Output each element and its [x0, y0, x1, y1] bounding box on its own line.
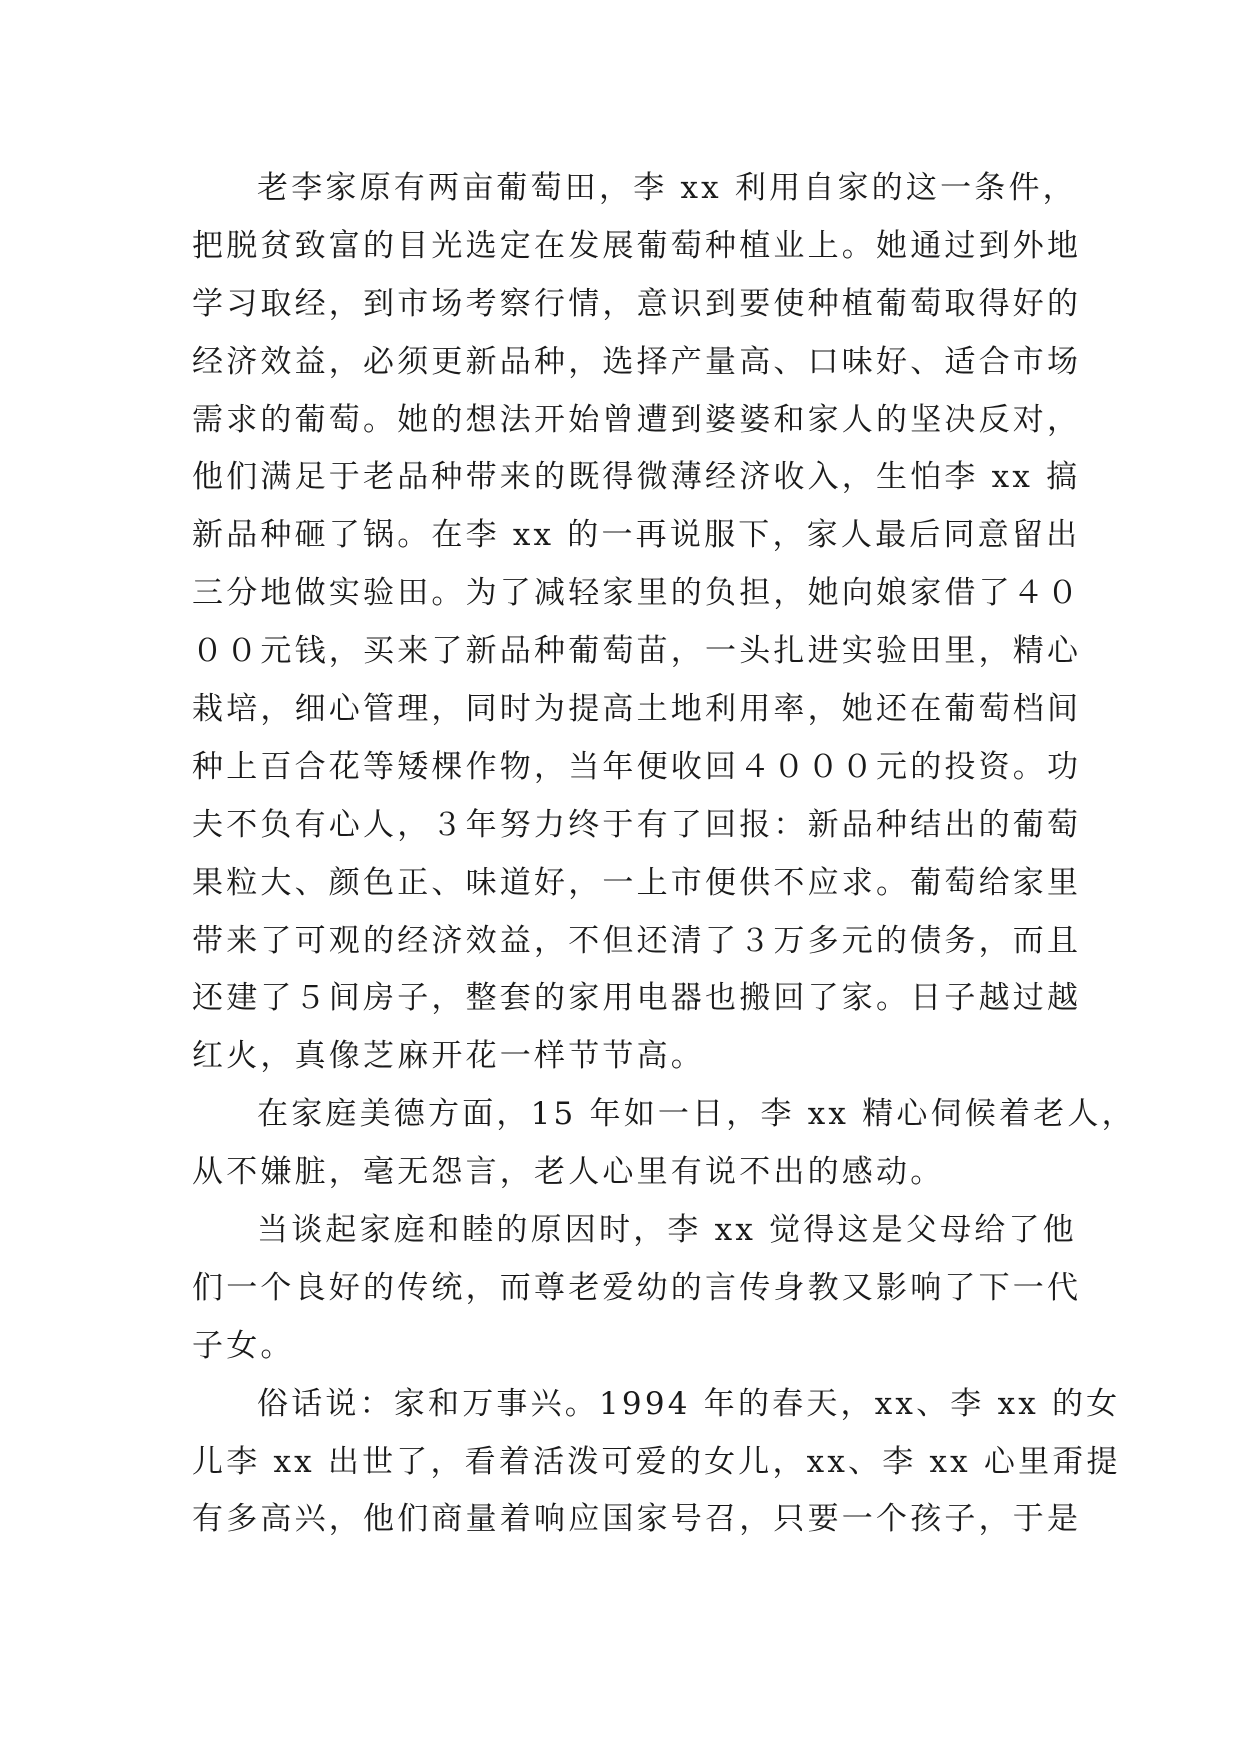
text-line: 在家庭美德方面，15 年如一日，李 xx 精心伺候着老人， — [257, 1096, 1136, 1133]
text-line: 种上百合花等矮棵作物，当年便收回４０００元的投资。功 — [192, 748, 1082, 785]
text-line: 子女。 — [192, 1327, 295, 1364]
body-text — [192, 160, 1136, 1549]
text-line: 果粒大、颜色正、味道好，一上市便供不应求。葡萄给家里 — [192, 864, 1082, 901]
text-line: 他们满足于老品种带来的既得微薄经济收入，生怕李 xx 搞 — [192, 459, 1081, 496]
text-line: 还建了５间房子，整套的家用电器也搬回了家。日子越过越 — [192, 980, 1082, 1017]
text-line: 新品种砸了锅。在李 xx 的一再说服下，家人最后同意留出 — [192, 517, 1081, 554]
text-line: 夫不负有心人，３年努力终于有了回报：新品种结出的葡萄 — [192, 806, 1082, 843]
text-line: 需求的葡萄。她的想法开始曾遭到婆婆和家人的坚决反对， — [192, 401, 1082, 438]
text-line: 把脱贫致富的目光选定在发展葡萄种植业上。她通过到外地 — [192, 227, 1082, 264]
text-line: 经济效益，必须更新品种，选择产量高、口味好、适合市场 — [192, 343, 1082, 380]
text-line: 栽培，细心管理，同时为提高土地利用率，她还在葡萄档间 — [192, 691, 1082, 728]
text-line: 有多高兴，他们商量着响应国家号召，只要一个孩子，于是 — [192, 1501, 1082, 1538]
text-line: 从不嫌脏，毫无怨言，老人心里有说不出的感动。 — [192, 1154, 945, 1191]
text-line: 老李家原有两亩葡萄田，李 xx 利用自家的这一条件， — [257, 170, 1077, 206]
text-line: 们一个良好的传统，而尊老爱幼的言传身教又影响了下一代 — [192, 1269, 1082, 1306]
text-line: ００元钱，买来了新品种葡萄苗，一头扎进实验田里，精心 — [192, 633, 1082, 670]
text-line: 带来了可观的经济效益，不但还清了３万多元的债务，而且 — [192, 922, 1082, 959]
text-line: 学习取经，到市场考察行情，意识到要使种植葡萄取得好的 — [192, 285, 1082, 322]
text-line: 儿李 xx 出世了，看着活泼可爱的女儿，xx、李 xx 心里甭提 — [192, 1443, 1121, 1480]
text-line: 当谈起家庭和睦的原因时，李 xx 觉得这是父母给了他 — [257, 1212, 1077, 1249]
text-line: 红火，真像芝麻开花一样节节高。 — [192, 1038, 705, 1075]
text-line: 三分地做实验田。为了减轻家里的负担，她向娘家借了４０ — [192, 575, 1082, 612]
text-line: 俗话说：家和万事兴。1994 年的春天，xx、李 xx 的女 — [257, 1385, 1121, 1422]
